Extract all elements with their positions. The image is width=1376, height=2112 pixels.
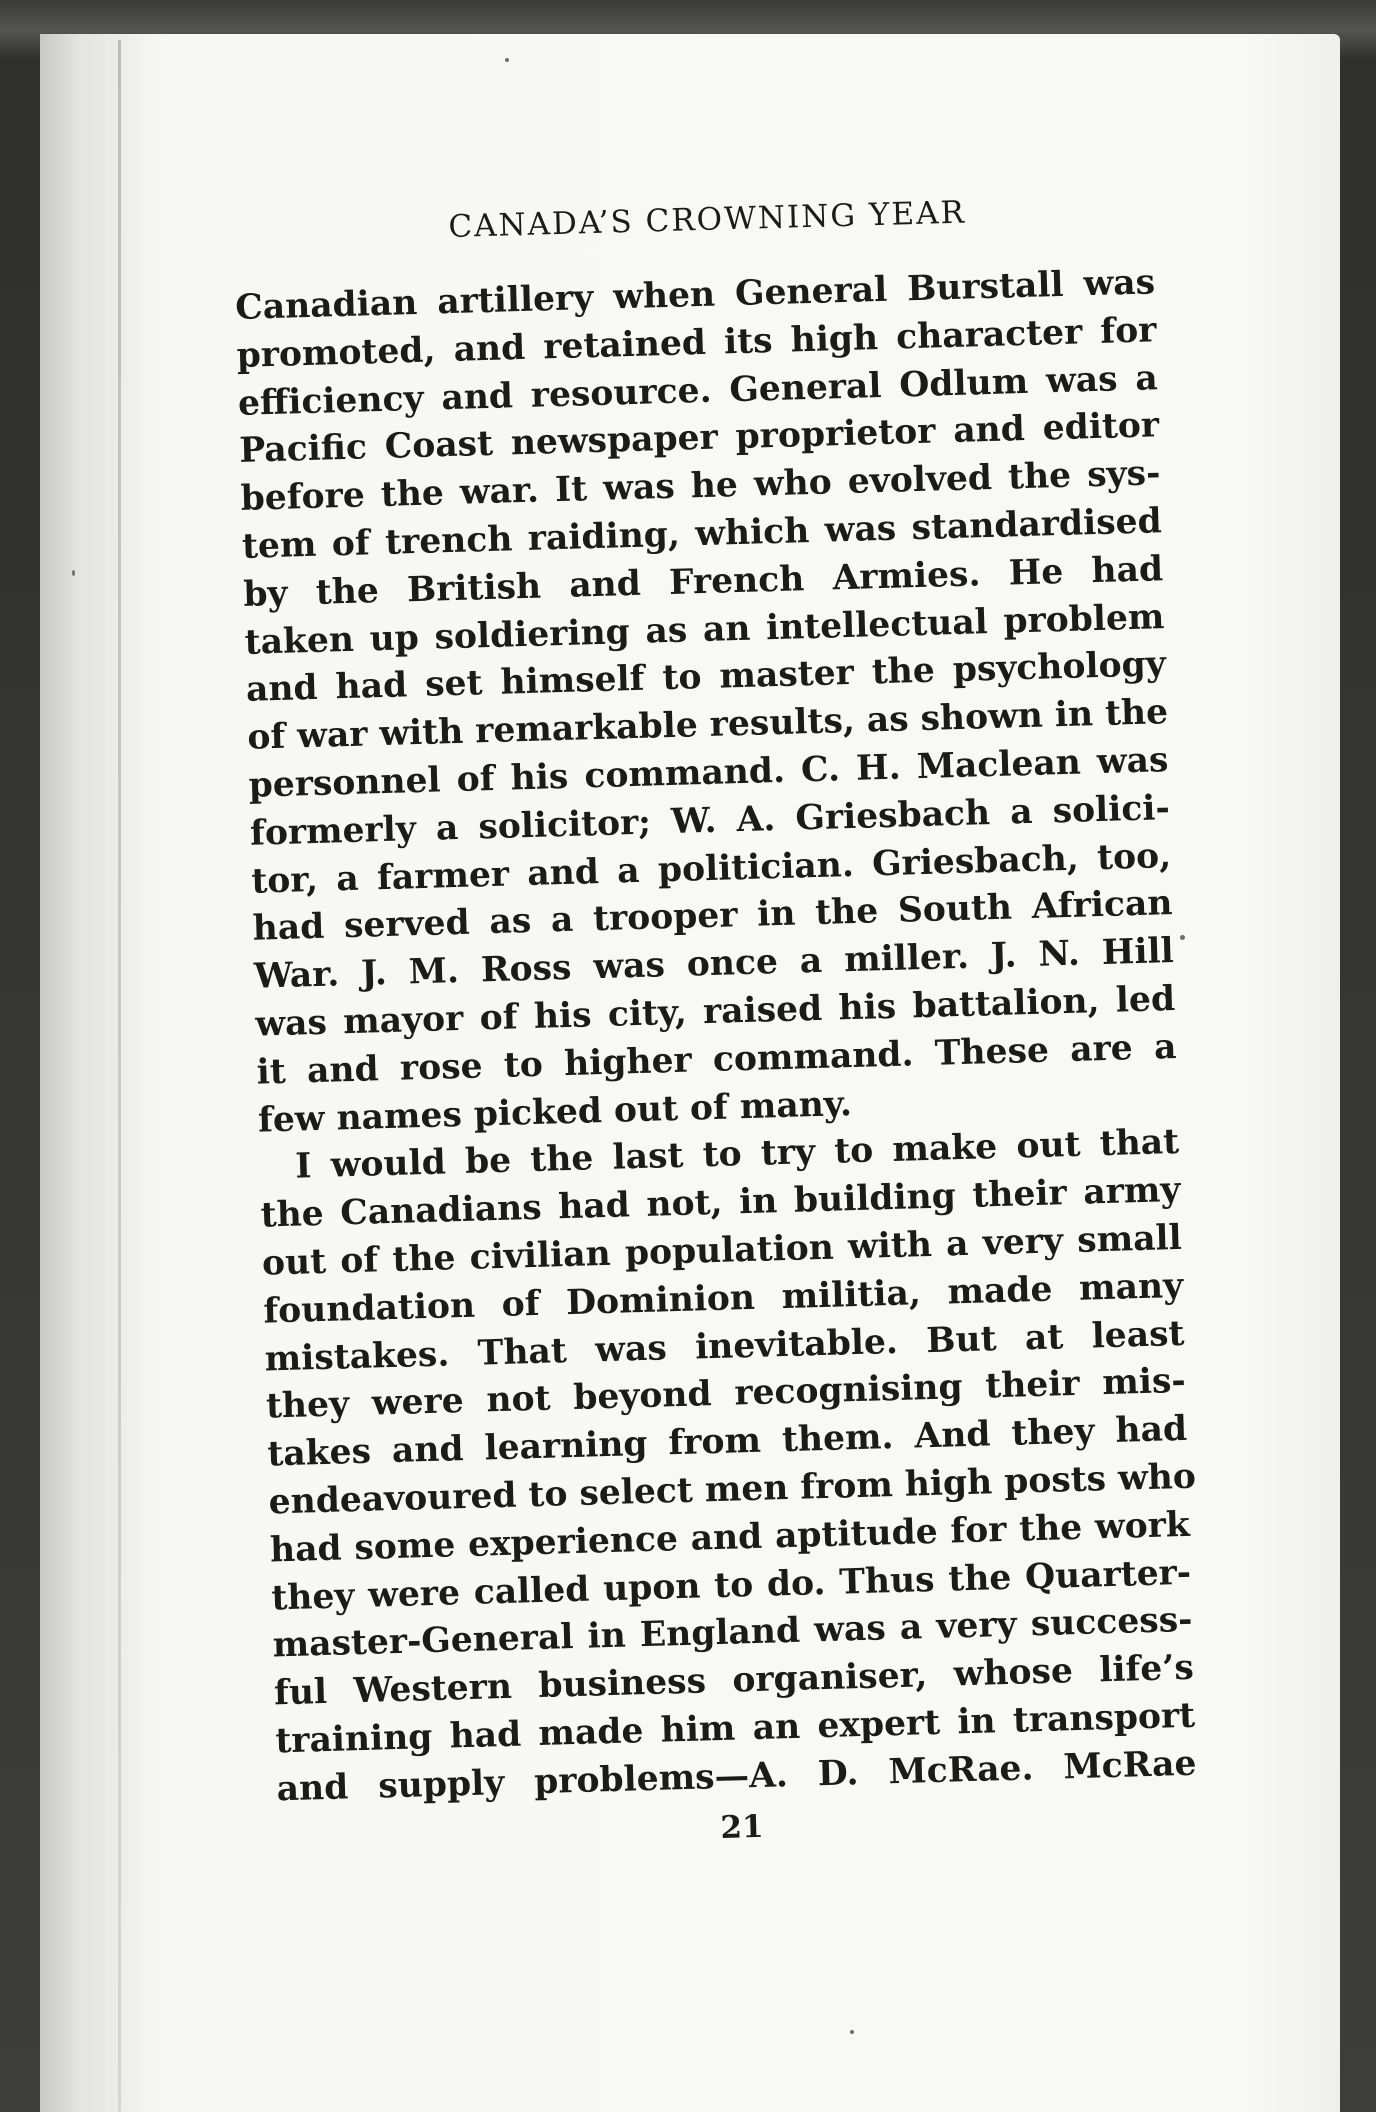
text-line: foundation of Dominion militia, made many — [262, 1265, 1184, 1332]
text-line: they were called upon to do. Thus the Quarter- — [270, 1552, 1192, 1618]
text-line: had served as a trooper in the South African — [252, 883, 1173, 950]
text-line: and had set himself to master the psychology — [245, 644, 1167, 711]
text-line: formerly a solicitor; W. A. Griesbach a solici- — [249, 787, 1171, 854]
text-line: few names picked out of many. — [257, 1083, 853, 1141]
text-line: taken up soldiering as an intellectual problem — [244, 596, 1165, 663]
dust-speck — [72, 570, 75, 576]
page-number: 21 — [719, 1808, 765, 1846]
text-line: tem of trench raiding, which was standardised — [241, 501, 1163, 567]
body-text — [209, 259, 1197, 1814]
text-line: mistakes. That was inevitable. But at least — [264, 1313, 1185, 1380]
text-line: had some experience and aptitude for the work — [269, 1504, 1191, 1571]
text-line: and supply problems—A. D. McRae. McRae — [276, 1743, 1197, 1810]
dust-speck — [505, 58, 509, 62]
text-line: personnel of his command. C. H. Maclean was — [248, 740, 1169, 806]
text-line: endeavoured to select men from high posts who — [268, 1456, 1197, 1523]
text-line: takes and learning from them. And they had — [266, 1408, 1188, 1475]
text-line: was mayor of his city, raised his battalion, led — [254, 978, 1176, 1045]
text-line: efficiency and resource. General Odlum was a — [237, 357, 1159, 424]
text-line: the Canadians had not, in building their army — [260, 1170, 1181, 1236]
running-head: CANADA’S CROWNING YEAR — [447, 194, 967, 245]
text-line: promoted, and retained its high character for — [236, 310, 1157, 376]
text-line: Canadian artillery when General Burstall was — [234, 262, 1156, 328]
text-line: training had made him an expert in transport — [274, 1695, 1196, 1762]
text-line: out of the civilian population with a very small — [261, 1217, 1183, 1284]
text-line: ful Western business organiser, whose life’s — [273, 1647, 1195, 1714]
text-line: it and rose to higher command. These are a — [256, 1026, 1177, 1093]
text-line: tor, a farmer and a politician. Griesbach, too, — [250, 835, 1172, 902]
text-line: Pacific Coast newspaper proprietor and editor — [238, 405, 1160, 472]
text-line: of war with remarkable results, as shown in the — [246, 692, 1169, 758]
binding-gutter-shadow — [40, 34, 150, 2112]
dust-speck — [850, 2030, 854, 2034]
text-line: master-General in England was a very success- — [272, 1600, 1193, 1666]
text-line: I would be the last to try to make out that — [294, 1122, 1180, 1187]
page-text-area — [205, 137, 1214, 1943]
text-line: by the British and French Armies. He had — [242, 548, 1164, 615]
text-line: War. J. M. Ross was once a miller. J. N. Hill — [253, 931, 1175, 997]
text-line: they were not beyond recognising their mis- — [265, 1361, 1187, 1427]
text-line: before the war. It was he who evolved the sys- — [240, 453, 1161, 520]
binding-fold-line — [118, 40, 121, 2112]
